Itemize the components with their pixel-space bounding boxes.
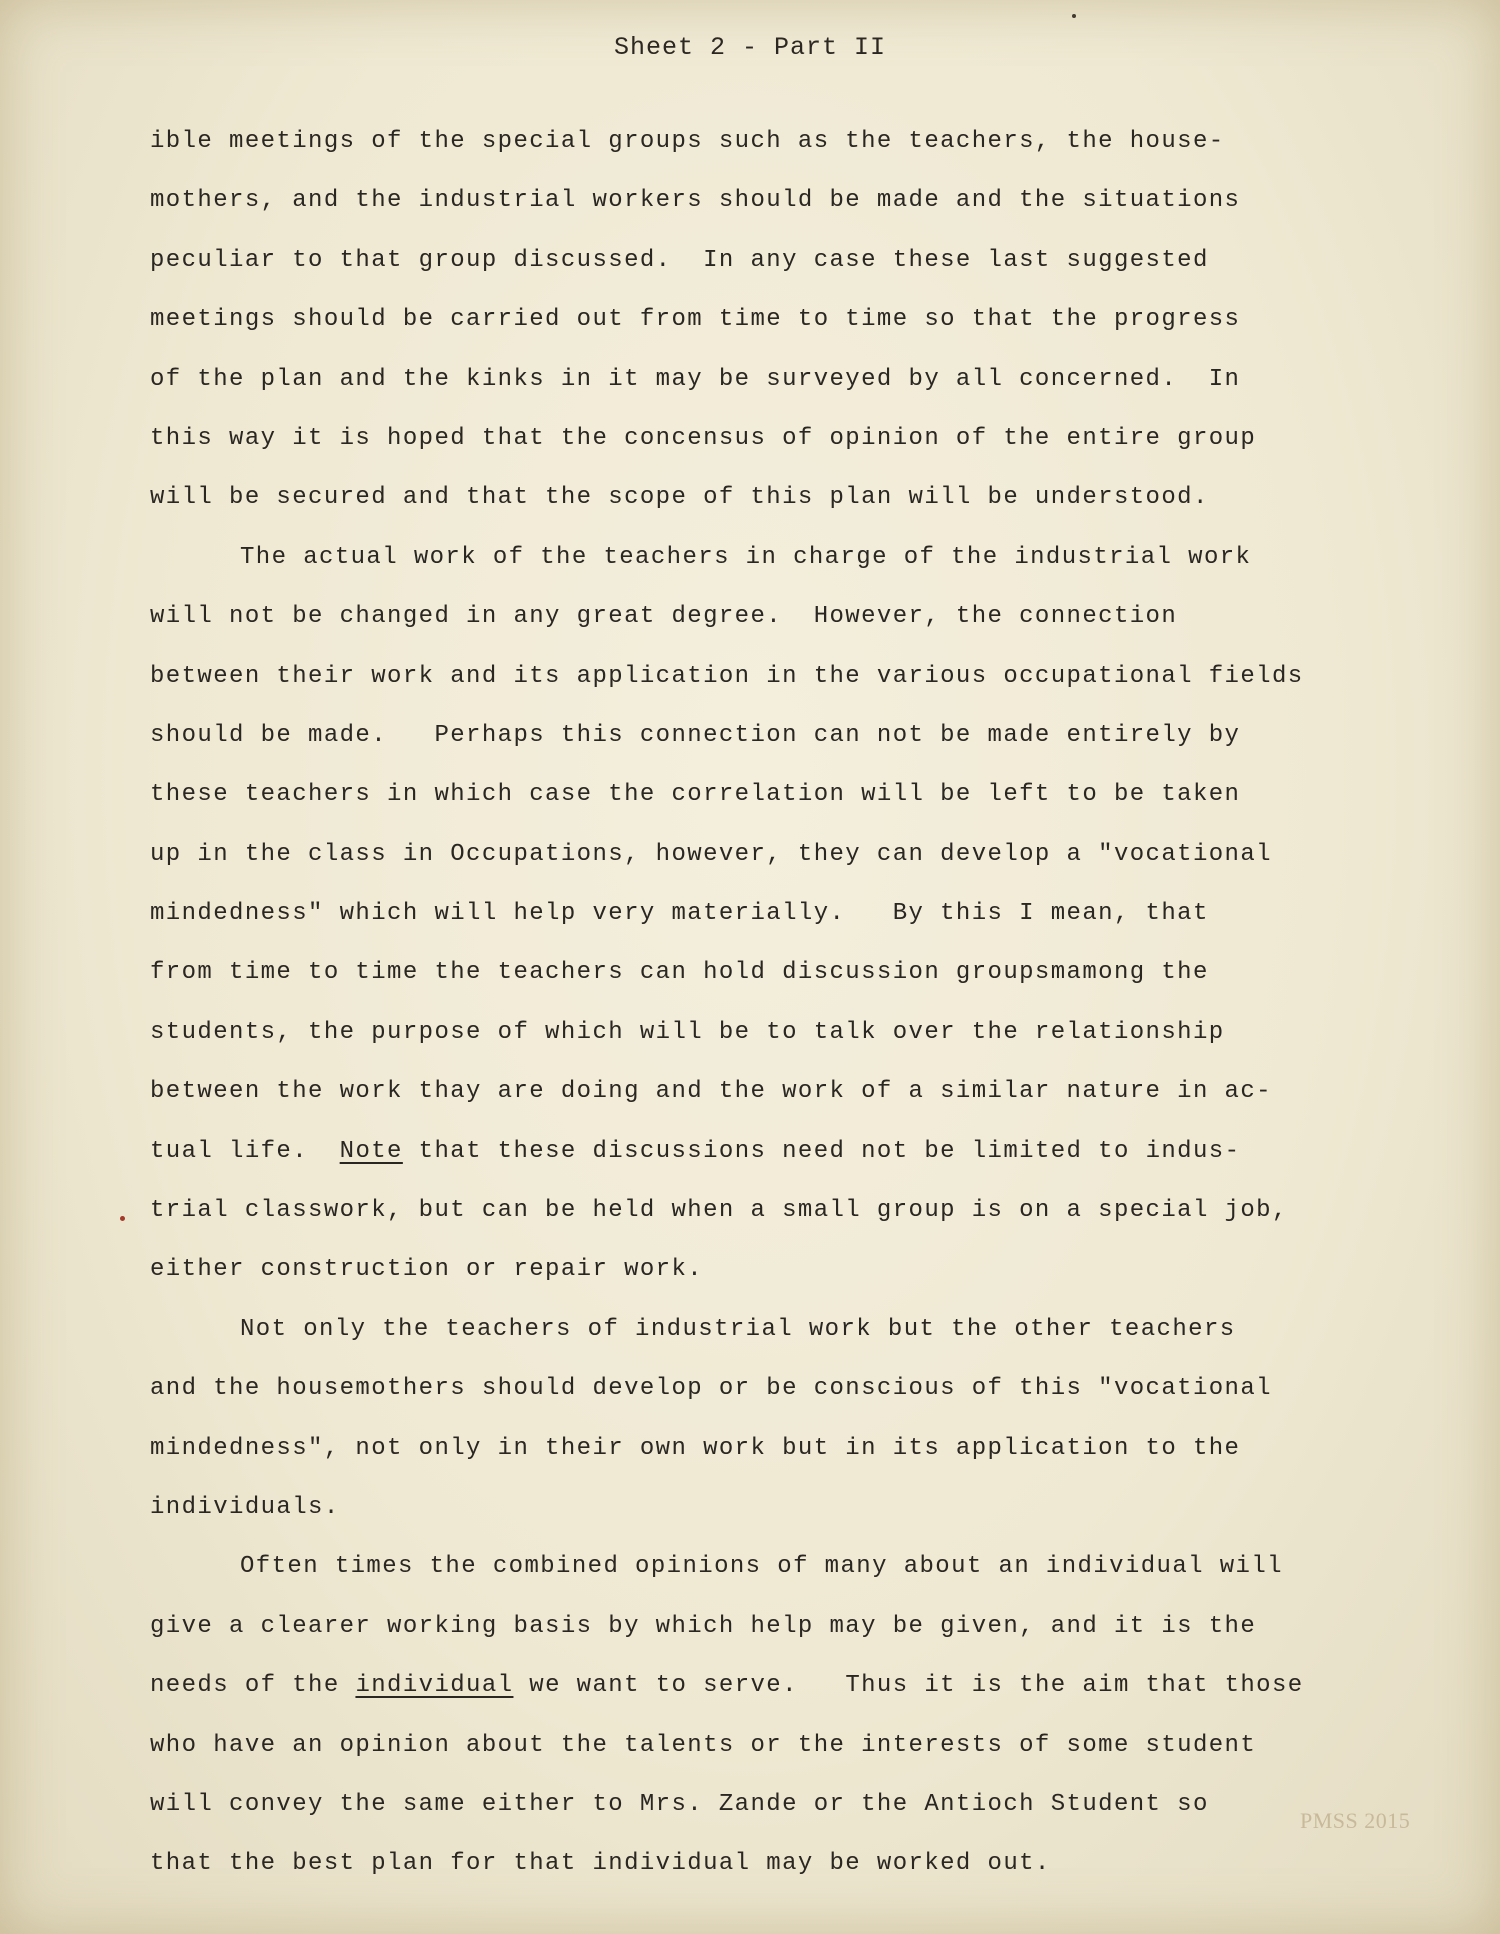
archive-watermark: PMSS 2015 [1300,1808,1411,1833]
text-line: mindedness" which will help very materially. By this I mean, that [150,900,1209,928]
text-line: give a clearer working basis by which help may be given, and it is the [150,1612,1257,1640]
text-line: either construction or repair work. [150,1256,704,1284]
red-ink-mark [120,1216,125,1221]
text-line: between their work and its application in the various occupational fields [150,662,1304,690]
text-line: will be secured and that the scope of this plan will be understood. [150,484,1209,512]
text-line: between the work thay are doing and the work of a similar nature in ac- [150,1078,1272,1106]
text-line-with-underline [150,1656,1470,1715]
line-segment: tual life. [150,1137,340,1165]
text-line: who have an opinion about the talents or the interests of some student [150,1731,1257,1759]
text-line: from time to time the teachers can hold discussion groupsmamong the [150,959,1209,987]
text-line-with-underline [150,1122,1470,1181]
sheet-header: Sheet 2 - Part II [613,33,887,62]
text-line: peculiar to that group discussed. In any case these last suggested [150,246,1209,274]
line-segment: we want to serve. Thus it is the aim that those [513,1672,1304,1700]
underlined-word: Note [339,1137,403,1165]
text-line: that the best plan for that individual may be worked out. [150,1850,1051,1878]
text-line: trial classwork, but can be held when a small group is on a special job, [150,1197,1288,1225]
text-line: of the plan and the kinks in it may be surveyed by all concerned. In [150,365,1241,393]
text-line: these teachers in which case the correlation will be left to be taken [150,781,1241,809]
text-line: meetings should be carried out from time to time so that the progress [150,306,1241,334]
text-line: The actual work of the teachers in charge of the industrial work [240,543,1252,571]
text-line: ible meetings of the special groups such as the teachers, the house- [150,128,1225,155]
ink-speck [1072,14,1076,18]
text-line: up in the class in Occupations, however, they can develop a "vocational [150,840,1272,868]
text-line: mothers, and the industrial workers should be made and the situations [150,187,1241,215]
text-line: will not be changed in any great degree. However, the connection [150,603,1178,631]
line-segment: that these discussions need not be limited to indus- [402,1137,1241,1165]
text-line: Often times the combined opinions of many about an individual will [240,1553,1283,1581]
line-segment: needs of the [150,1672,356,1700]
underlined-word: individual [355,1672,514,1700]
text-line: mindedness", not only in their own work but in its application to the [150,1434,1241,1462]
text-line: should be made. Perhaps this connection can not be made entirely by [150,721,1241,749]
text-line: individuals. [150,1493,340,1521]
text-line: students, the purpose of which will be to talk over the relationship [150,1018,1225,1046]
text-line: Not only the teachers of industrial work but the other teachers [240,1315,1236,1343]
text-line: and the housemothers should develop or be conscious of this "vocational [150,1375,1272,1403]
text-line: will convey the same either to Mrs. Zande or the Antioch Student so [150,1790,1209,1818]
text-line: this way it is hoped that the concensus of opinion of the entire group [150,424,1257,452]
typed-body [150,112,1470,1894]
